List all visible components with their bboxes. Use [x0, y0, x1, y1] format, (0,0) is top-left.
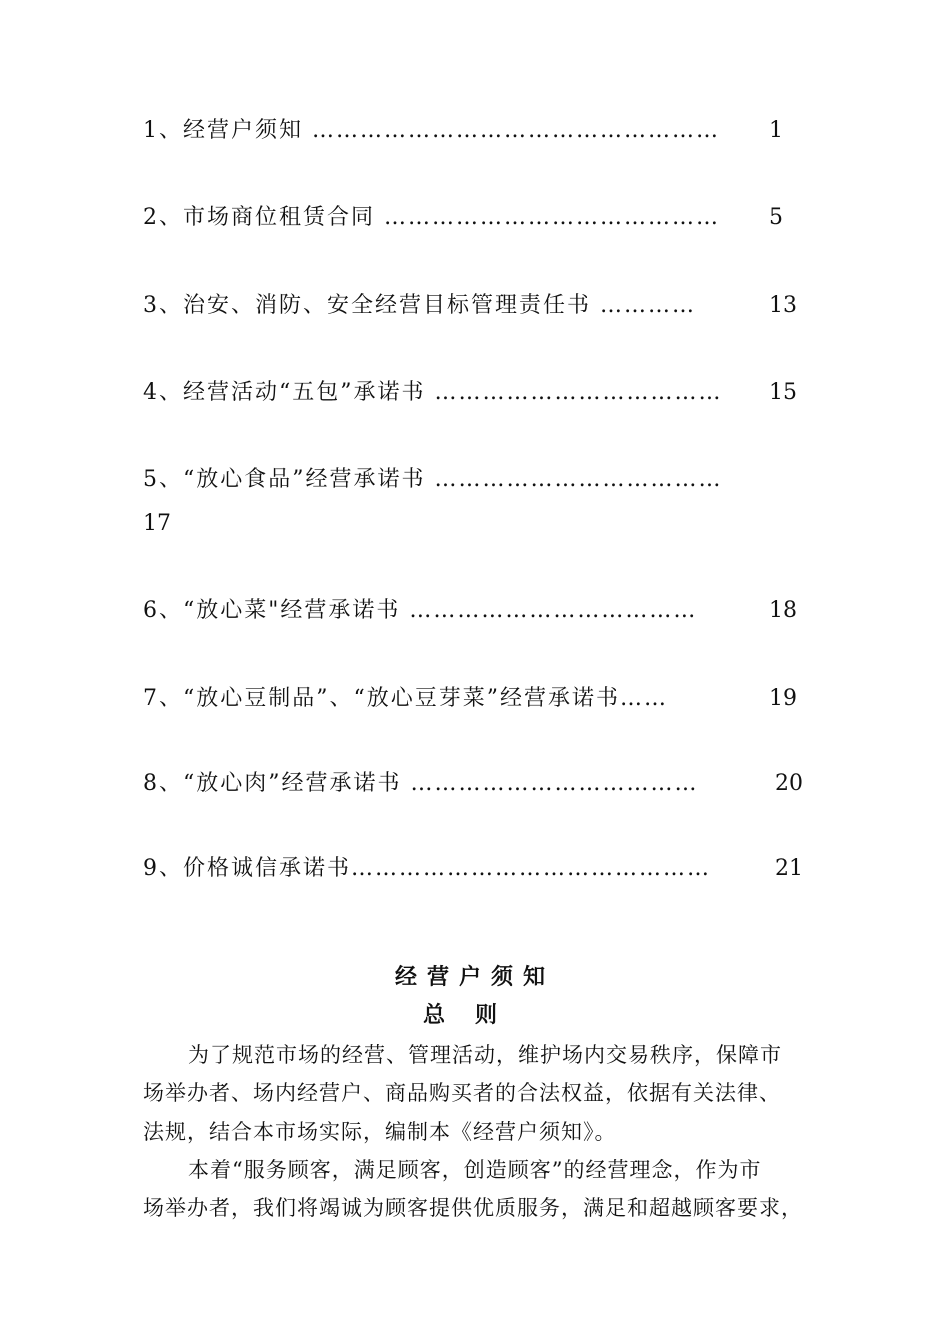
toc-entry-page: 18: [769, 598, 797, 623]
paragraph-line: 法规，结合本市场实际，编制本《经营户须知》。: [143, 1120, 617, 1144]
toc-entry-text: 7、“放心豆制品”、“放心豆芽菜”经营承诺书……: [143, 686, 668, 711]
section-title: 总则: [422, 1002, 527, 1028]
toc-entry-page: 21: [775, 856, 803, 881]
toc-entry-text: 9、价格诚信承诺书………………………………………: [143, 856, 711, 881]
toc-entry-page: 17: [143, 511, 171, 536]
toc-entry-text: 6、“放心菜"经营承诺书 ………………………………: [143, 598, 698, 623]
toc-entry-text: 4、经营活动“五包”承诺书 ………………………………: [143, 380, 723, 405]
toc-entry-page: 15: [769, 380, 797, 405]
document-title: 经营户须知: [394, 964, 555, 990]
toc-entry-text: 8、“放心肉”经营承诺书 ………………………………: [143, 771, 699, 796]
toc-entry-page: 19: [769, 686, 797, 711]
paragraph-line: 为了规范市场的经营、管理活动，维护场内交易秩序，保障市: [188, 1043, 782, 1067]
paragraph-line: 场举办者，我们将竭诚为顾客提供优质服务，满足和超越顾客要求，: [143, 1196, 803, 1220]
toc-entry-page: 1: [769, 118, 783, 143]
toc-entry-text: 2、市场商位租赁合同 ……………………………………: [143, 205, 720, 230]
paragraph-line: 场举办者、场内经营户、商品购买者的合法权益，依据有关法律、: [143, 1081, 781, 1105]
toc-entry-text: 3、治安、消防、安全经营目标管理责任书 …………: [143, 293, 696, 318]
toc-entry-page: 5: [769, 205, 783, 230]
paragraph-line: 本着“服务顾客，满足顾客，创造顾客”的经营理念，作为市: [188, 1158, 762, 1182]
toc-entry-text: 5、“放心食品”经营承诺书 ………………………………: [143, 467, 723, 492]
toc-entry-page: 20: [775, 771, 803, 796]
toc-entry-page: 13: [769, 293, 797, 318]
toc-entry-text: 1、经营户须知 ……………………………………………: [143, 118, 720, 143]
